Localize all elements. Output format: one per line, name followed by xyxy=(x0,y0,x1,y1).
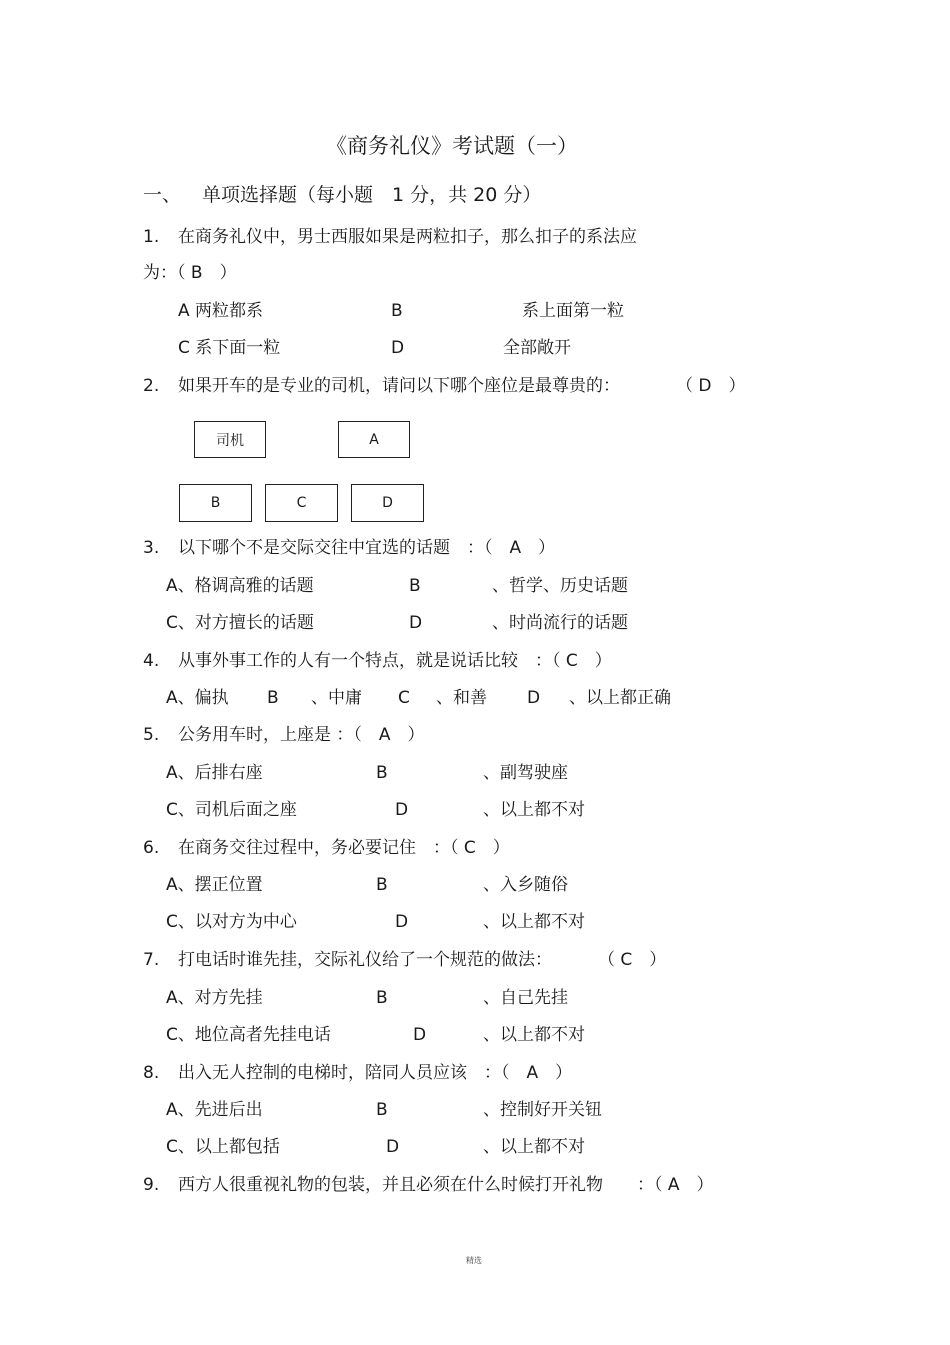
seat-d: D xyxy=(351,484,424,522)
question-text: 出入无人控制的电梯时，陪同人员应该 ：（ A ） xyxy=(178,1063,573,1083)
option-d-text: 、以上都不对 xyxy=(483,912,585,932)
option-c: C 系下面一粒 xyxy=(178,338,281,358)
question-text: 在商务交往过程中，务必要记住 ：（ C ） xyxy=(178,838,510,858)
option-d-text: 、时尚流行的话题 xyxy=(492,613,628,633)
option-a: A、格调高雅的话题 xyxy=(166,576,314,596)
question-number: 9. xyxy=(143,1175,160,1195)
option-c: C、以对方为中心 xyxy=(166,912,297,932)
option-a: A、摆正位置 xyxy=(166,875,263,895)
answer: （ C ） xyxy=(598,950,667,970)
option-c-text: 、和善 xyxy=(436,688,487,708)
question-text: 西方人很重视礼物的包装，并且必须在什么时候打开礼物 ：（ A ） xyxy=(178,1175,714,1195)
option-a: A、偏执 xyxy=(166,688,229,708)
question-number: 7. xyxy=(143,950,160,970)
option-b-text: 、自己先挂 xyxy=(483,988,568,1008)
option-d-text: 全部敞开 xyxy=(503,338,571,358)
option-d-letter: D xyxy=(391,338,405,358)
option-d-text: 、以上都不对 xyxy=(483,800,585,820)
question-text: 在商务礼仪中，男士西服如果是两粒扣子，那么扣子的系法应 xyxy=(178,227,637,247)
option-b-letter: B xyxy=(376,1100,388,1120)
question-text: 如果开车的是专业的司机，请问以下哪个座位是最尊贵的： xyxy=(178,376,620,396)
option-b-letter: B xyxy=(376,875,388,895)
option-d-letter: D xyxy=(386,1137,400,1157)
option-d-letter: D xyxy=(395,800,409,820)
seat-driver: 司机 xyxy=(194,421,266,458)
question-number: 1. xyxy=(143,227,160,247)
option-b-letter: B xyxy=(376,988,388,1008)
option-b-letter: B xyxy=(376,763,388,783)
option-a: A、后排右座 xyxy=(166,763,263,783)
seat-b: B xyxy=(179,484,252,522)
option-c-letter: C xyxy=(398,688,410,708)
question-number: 2. xyxy=(143,376,160,396)
option-d-text: 、以上都不对 xyxy=(483,1137,585,1157)
option-d-letter: D xyxy=(527,688,541,708)
option-b-text: 、控制好开关钮 xyxy=(483,1100,602,1120)
option-d-text: 、以上都正确 xyxy=(569,688,671,708)
answer: （ D ） xyxy=(676,376,746,396)
option-a: A 两粒都系 xyxy=(178,301,264,321)
question-text: 从事外事工作的人有一个特点，就是说话比较 ：（ C ） xyxy=(178,651,612,671)
option-a: A、先进后出 xyxy=(166,1100,263,1120)
question-text: 公务用车时，上座是 ：（ A ） xyxy=(178,725,425,745)
seat-a: A xyxy=(338,421,410,458)
option-c: C、司机后面之座 xyxy=(166,800,297,820)
question-number: 5. xyxy=(143,725,160,745)
option-b-text: 、副驾驶座 xyxy=(483,763,568,783)
option-b-letter: B xyxy=(391,301,403,321)
option-d-text: 、以上都不对 xyxy=(483,1025,585,1045)
option-c: C、地位高者先挂电话 xyxy=(166,1025,331,1045)
section-title: 单项选择题（每小题 1 分，共 20 分） xyxy=(202,184,542,206)
page-title: 《商务礼仪》考试题（一） xyxy=(326,134,578,158)
question-number: 6. xyxy=(143,838,160,858)
option-d-letter: D xyxy=(409,613,423,633)
option-a: A、对方先挂 xyxy=(166,988,263,1008)
question-number: 3. xyxy=(143,538,160,558)
option-c: C、对方擅长的话题 xyxy=(166,613,314,633)
option-c: C、以上都包括 xyxy=(166,1137,280,1157)
option-b-text: 、入乡随俗 xyxy=(483,875,568,895)
option-d-letter: D xyxy=(395,912,409,932)
page-footer: 精选 xyxy=(466,1256,482,1265)
seat-c: C xyxy=(265,484,338,522)
question-text-continued: 为：（ B ） xyxy=(143,263,237,283)
option-b-text: 、中庸 xyxy=(311,688,362,708)
question-number: 4. xyxy=(143,651,160,671)
question-text: 以下哪个不是交际交往中宜选的话题 ：（ A ） xyxy=(178,538,556,558)
option-b-letter: B xyxy=(267,688,279,708)
option-d-letter: D xyxy=(413,1025,427,1045)
option-b-letter: B xyxy=(409,576,421,596)
question-text: 打电话时谁先挂，交际礼仪给了一个规范的做法： xyxy=(178,950,552,970)
question-number: 8. xyxy=(143,1063,160,1083)
option-b-text: 、哲学、历史话题 xyxy=(492,576,628,596)
section-number: 一、 xyxy=(143,184,182,206)
option-b-text: 系上面第一粒 xyxy=(522,301,624,321)
